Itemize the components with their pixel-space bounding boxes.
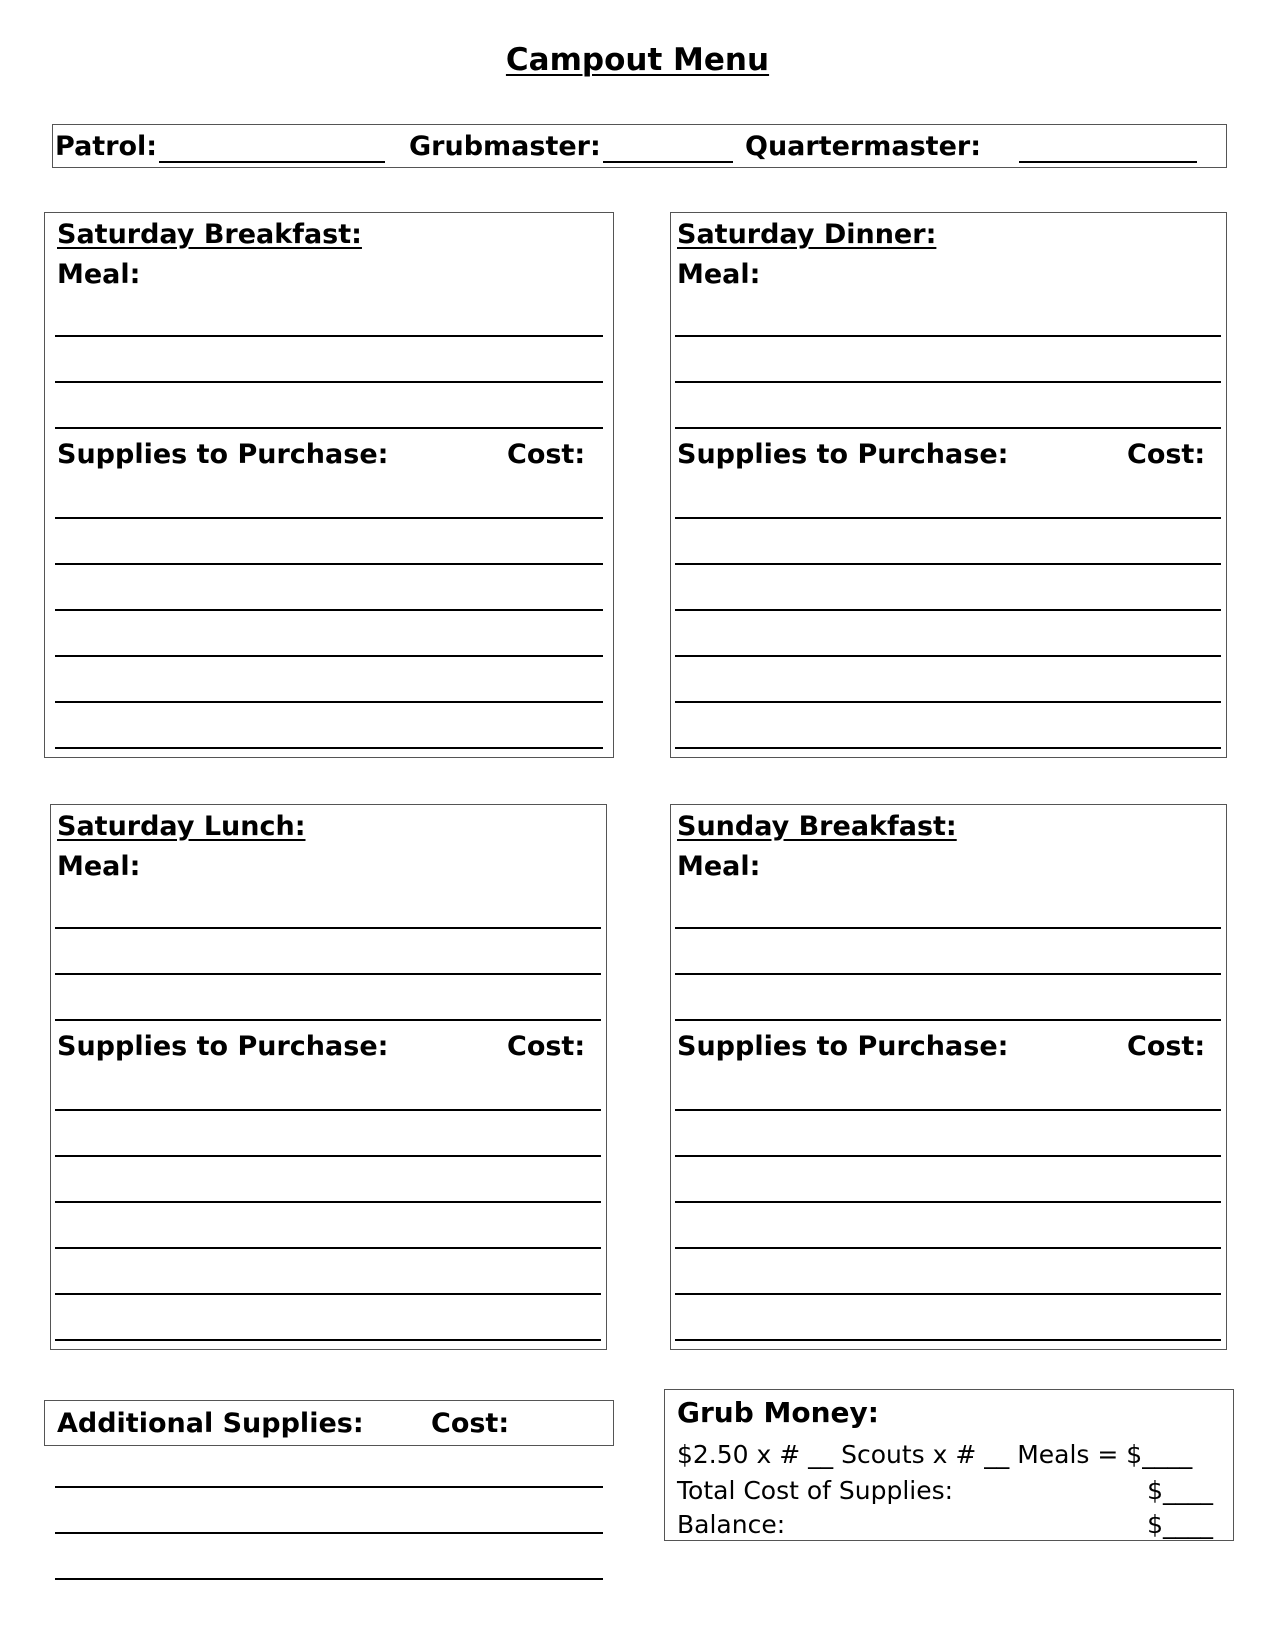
supply-line[interactable] — [675, 1109, 1221, 1111]
meal-label: Meal: — [677, 259, 761, 290]
cost-label: Cost: — [1127, 439, 1206, 470]
meal-title: Saturday Breakfast: — [57, 219, 362, 250]
additional-cost-label: Cost: — [431, 1408, 510, 1439]
quartermaster-field[interactable] — [1019, 161, 1197, 163]
meal-line[interactable] — [675, 381, 1221, 383]
balance-value: $____ — [1147, 1510, 1213, 1539]
meal-title: Saturday Lunch: — [57, 811, 306, 842]
supply-line[interactable] — [55, 517, 603, 519]
total-cost-value: $____ — [1147, 1476, 1213, 1505]
additional-supplies-box — [44, 1400, 614, 1446]
meal-line[interactable] — [675, 335, 1221, 337]
meal-line[interactable] — [675, 1019, 1221, 1021]
meal-title: Saturday Dinner: — [677, 219, 937, 250]
additional-supply-line[interactable] — [55, 1486, 603, 1488]
meal-box-sunday-breakfast — [670, 804, 1227, 1350]
quartermaster-label: Quartermaster: — [745, 131, 981, 162]
supply-line[interactable] — [55, 747, 603, 749]
additional-supplies-label: Additional Supplies: — [57, 1408, 364, 1439]
balance-label: Balance: — [677, 1510, 786, 1539]
meal-line[interactable] — [675, 427, 1221, 429]
additional-supply-line[interactable] — [55, 1532, 603, 1534]
grub-money-title: Grub Money: — [677, 1396, 879, 1429]
supplies-label: Supplies to Purchase: — [677, 1031, 1009, 1062]
supply-line[interactable] — [675, 609, 1221, 611]
meal-box-saturday-dinner — [670, 212, 1227, 758]
meal-line[interactable] — [55, 381, 603, 383]
supply-line[interactable] — [675, 1247, 1221, 1249]
cost-label: Cost: — [507, 439, 586, 470]
supply-line[interactable] — [55, 1109, 601, 1111]
grub-money-box — [664, 1389, 1234, 1541]
meal-line[interactable] — [675, 973, 1221, 975]
header-box — [52, 124, 1227, 168]
supply-line[interactable] — [55, 701, 603, 703]
grubmaster-label: Grubmaster: — [409, 131, 601, 162]
grub-money-formula: $2.50 x # __ Scouts x # __ Meals = $____ — [677, 1440, 1193, 1469]
supply-line[interactable] — [675, 1155, 1221, 1157]
cost-label: Cost: — [1127, 1031, 1206, 1062]
supply-line[interactable] — [675, 1339, 1221, 1341]
total-cost-label: Total Cost of Supplies: — [677, 1476, 954, 1505]
patrol-field[interactable] — [159, 161, 385, 163]
supply-line[interactable] — [675, 747, 1221, 749]
supply-line[interactable] — [675, 1293, 1221, 1295]
meal-title: Sunday Breakfast: — [677, 811, 957, 842]
additional-supply-line[interactable] — [55, 1578, 603, 1580]
meal-line[interactable] — [55, 1019, 601, 1021]
meal-box-saturday-breakfast — [44, 212, 614, 758]
supply-line[interactable] — [675, 517, 1221, 519]
patrol-label: Patrol: — [55, 131, 158, 162]
meal-label: Meal: — [57, 259, 141, 290]
meal-line[interactable] — [55, 427, 603, 429]
supply-line[interactable] — [55, 1293, 601, 1295]
supplies-label: Supplies to Purchase: — [57, 1031, 389, 1062]
supplies-label: Supplies to Purchase: — [677, 439, 1009, 470]
supply-line[interactable] — [55, 1201, 601, 1203]
supply-line[interactable] — [675, 563, 1221, 565]
meal-line[interactable] — [55, 335, 603, 337]
supply-line[interactable] — [55, 1339, 601, 1341]
meal-line[interactable] — [55, 927, 601, 929]
meal-line[interactable] — [675, 927, 1221, 929]
meal-line[interactable] — [55, 973, 601, 975]
supply-line[interactable] — [55, 1247, 601, 1249]
meal-label: Meal: — [677, 851, 761, 882]
supply-line[interactable] — [675, 701, 1221, 703]
supply-line[interactable] — [55, 609, 603, 611]
supply-line[interactable] — [55, 563, 603, 565]
supplies-label: Supplies to Purchase: — [57, 439, 389, 470]
page-title: Campout Menu — [505, 42, 770, 78]
supply-line[interactable] — [675, 655, 1221, 657]
supply-line[interactable] — [675, 1201, 1221, 1203]
meal-label: Meal: — [57, 851, 141, 882]
supply-line[interactable] — [55, 655, 603, 657]
supply-line[interactable] — [55, 1155, 601, 1157]
meal-box-saturday-lunch — [50, 804, 607, 1350]
cost-label: Cost: — [507, 1031, 586, 1062]
grubmaster-field[interactable] — [603, 161, 733, 163]
